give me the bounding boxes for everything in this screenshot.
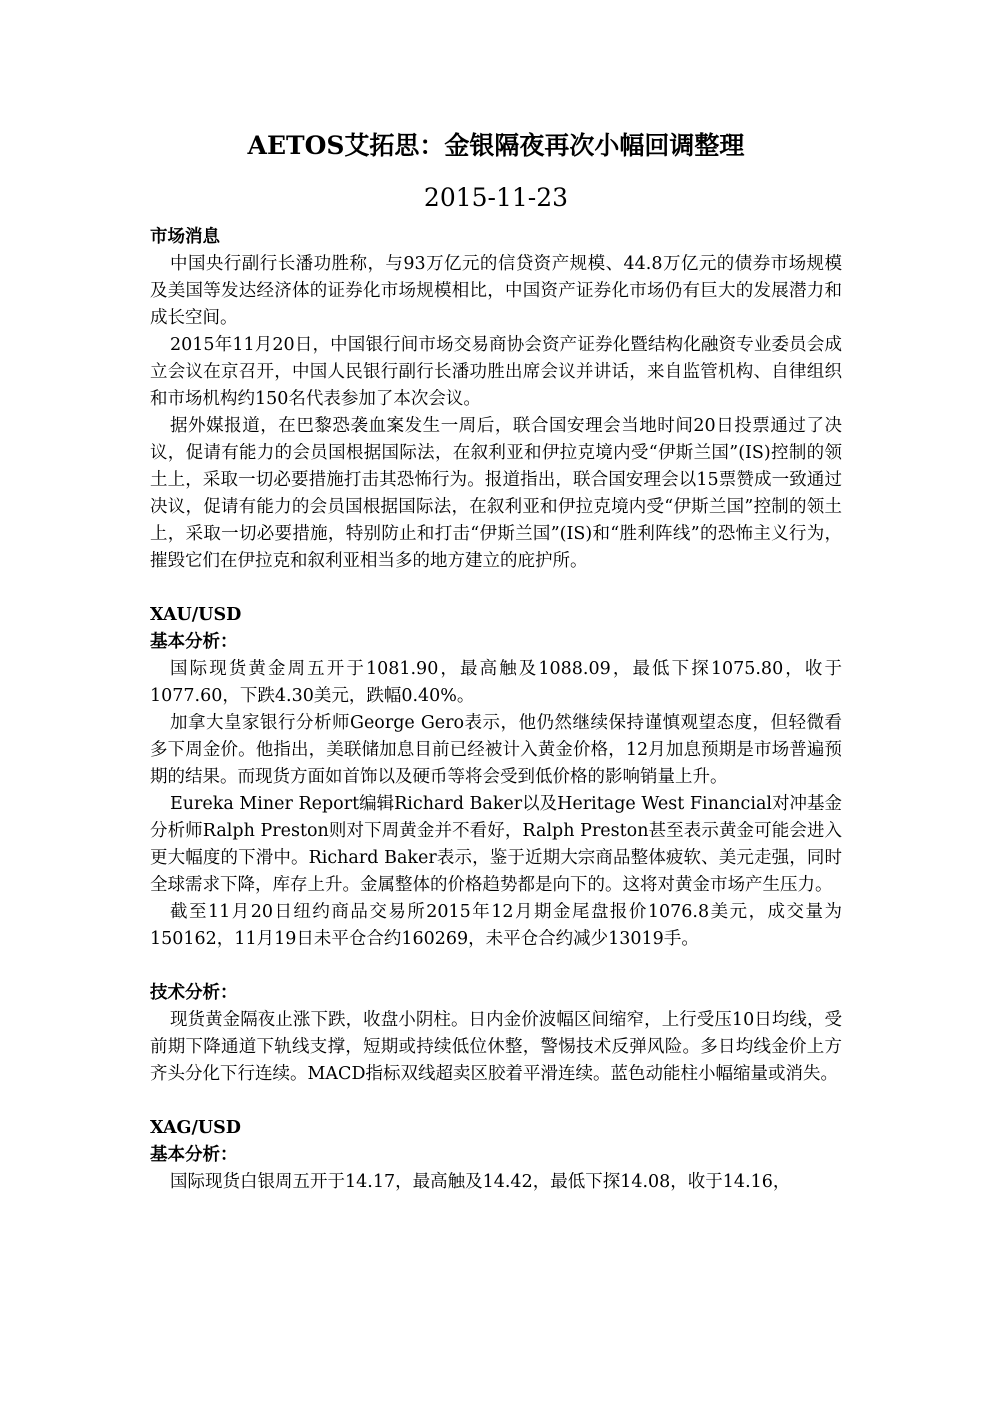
technical-heading-xau: 技术分析： [150, 983, 238, 1003]
paragraph: 国际现货白银周五开于14.17，最高触及14.42，最低下探14.08，收于14.16， [170, 1172, 791, 1192]
spacer [150, 953, 842, 980]
fundamental-heading-xag: 基本分析： [150, 1145, 238, 1165]
xag-section [150, 1115, 842, 1196]
document-date: 2015-11-23 [423, 183, 569, 212]
market-news-section [150, 224, 842, 575]
spacer [150, 1088, 842, 1115]
paragraph: 2015年11月20日，中国银行间市场交易商协会资产证券化暨结构化融资专业委员会成立会议在京召开，中国人民银行副行长潘功胜出席会议并讲话，来自监管机构、自律组织和市场机构约150名代表参加了本次会议。 [150, 335, 842, 409]
spacer [150, 575, 842, 602]
paragraph: 国际现货黄金周五开于1081.90，最高触及1088.09，最低下探1075.80，收于1077.60，下跌4.30美元，跌幅0.40%。 [150, 659, 842, 706]
paragraph: 据外媒报道，在巴黎恐袭血案发生一周后，联合国安理会当地时间20日投票通过了决议，促请有能力的会员国根据国际法，在叙利亚和伊拉克境内受“伊斯兰国”(IS)控制的领土上，采取一切必要措施打击其恐怖行为。报道指出，联合国安理会以15票赞成一致通过决议，促请有能力的会员国根据国际法，在叙利亚和伊拉克境内受“伊斯兰国”控制的领土上，采取一切必要措施，特别防止和打击“伊斯兰国”(IS)和“胜利阵线”的恐怖主义行为，摧毁它们在伊拉克和叙利亚相当多的地方建立的庇护所。 [150, 416, 842, 571]
fundamental-heading-xau: 基本分析： [150, 632, 238, 652]
document-title: AETOS艾拓思：金银隔夜再次小幅回调整理 [247, 131, 745, 160]
paragraph: 截至11月20日纽约商品交易所2015年12月期金尾盘报价1076.8美元，成交量为150162，11月19日未平仓合约160269，未平仓合约减少13019手。 [150, 902, 842, 949]
paragraph: Eureka Miner Report编辑Richard Baker以及Heritage West Financial对冲基金分析师Ralph Preston则对下周黄金并不看好，Ralph Preston甚至表示黄金可能会进入更大幅度的下滑中。Richard Baker表示，鉴于近期大宗商品整体疲软、美元走强，同时全球需求下降，库存上升。金属整体的价格趋势都是向下的。这将对黄金市场产生压力。 [150, 794, 842, 895]
paragraph: 中国央行副行长潘功胜称，与93万亿元的信贷资产规模、44.8万亿元的债券市场规模及美国等发达经济体的证券化市场规模相比，中国资产证券化市场仍有巨大的发展潜力和成长空间。 [150, 254, 842, 328]
paragraph: 现货黄金隔夜止涨下跌，收盘小阴柱。日内金价波幅区间缩窄，上行受压10日均线，受前期下降通道下轨线支撑，短期或持续低位休整，警惕技术反弹风险。多日均线金价上方齐头分化下行连续。MACD指标双线超卖区胶着平滑连续。蓝色动能柱小幅缩量或消失。 [150, 1010, 842, 1084]
symbol-heading-xau: XAU/USD [150, 605, 242, 625]
xau-section [150, 602, 842, 1088]
paragraph: 加拿大皇家银行分析师George Gero表示，他仍然继续保持谨慎观望态度，但轻微看多下周金价。他指出，美联储加息目前已经被计入黄金价格，12月加息预期是市场普遍预期的结果。而现货方面如首饰以及硬币等将会受到低价格的影响销量上升。 [150, 713, 842, 787]
document-body [150, 224, 842, 1196]
symbol-heading-xag: XAG/USD [150, 1118, 241, 1138]
section-heading-market-news: 市场消息 [150, 227, 220, 247]
